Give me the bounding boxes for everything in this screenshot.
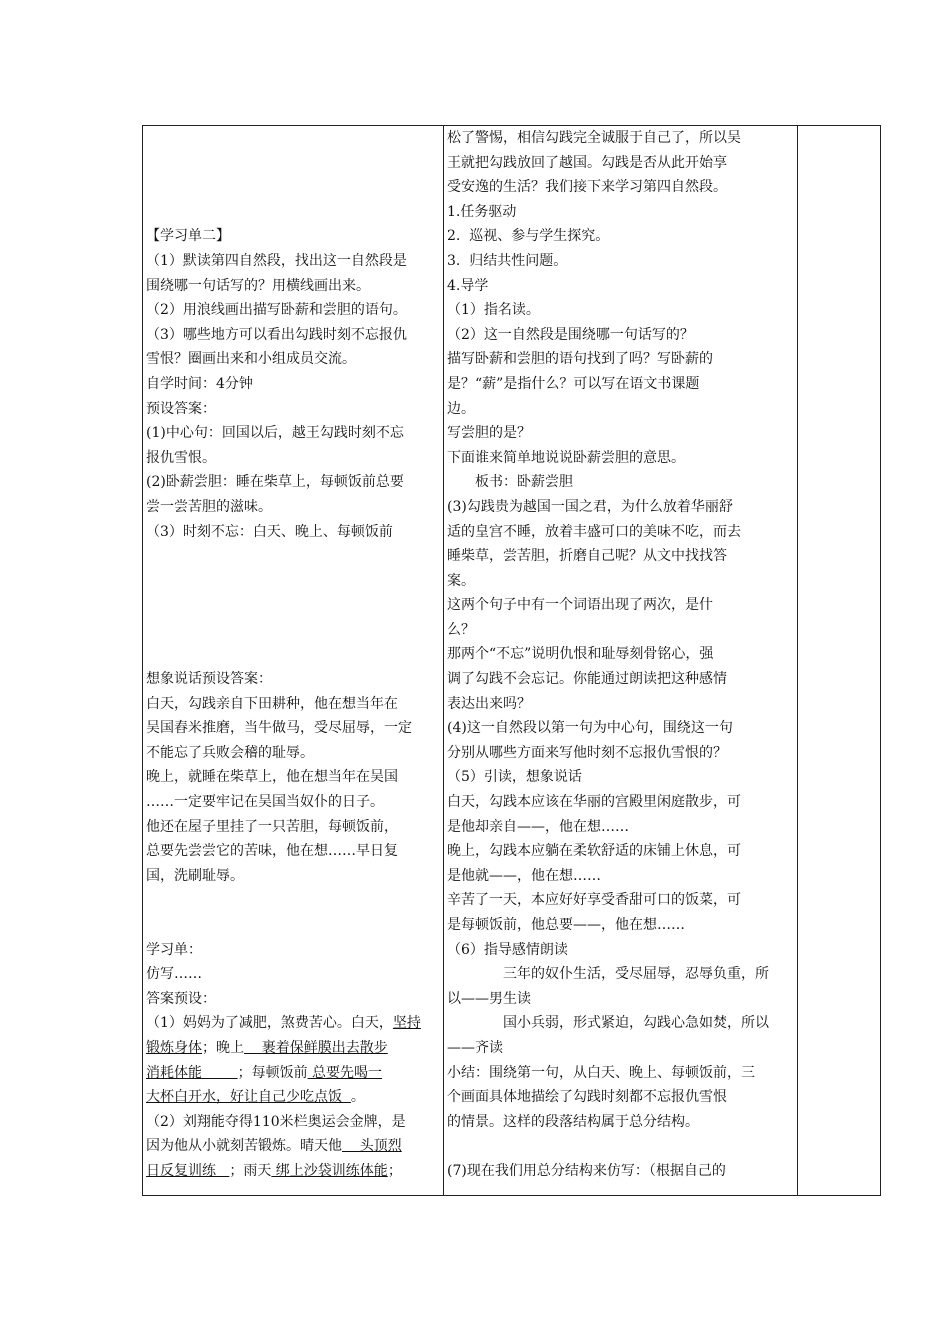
fill-answer: 消耗体能 <box>146 1064 238 1081</box>
step-line: 4.导学 <box>447 277 489 294</box>
question-line: (3)勾践贵为越国一国之君，为什么放着华丽舒 <box>447 498 733 515</box>
preset-line: （3）时刻不忘：白天、晚上、每顿饭前 <box>146 523 393 540</box>
question-line: 么？ <box>447 621 475 638</box>
question-line: 适的皇宫不睡，放着丰盛可口的美味不吃，而去 <box>447 523 741 540</box>
fill-answer: 总要先喝一 <box>307 1064 383 1081</box>
exercise-1-line: （1）妈妈为了减肥，煞费苦心。白天，坚持 <box>146 1015 421 1032</box>
question-7: (7)现在我们用总分结构来仿写：（根据自己的 <box>447 1162 726 1179</box>
summary-line: 个画面具体地描绘了勾践时刻都不忘报仇雪恨 <box>447 1089 727 1106</box>
imagine-line: 晚上，就睡在柴草上，他在想当年在吴国 <box>146 769 398 786</box>
student-activity-column <box>143 126 444 1196</box>
question-line: 这两个句子中有一个词语出现了两次，是什 <box>447 597 713 614</box>
question-line: （5）引读，想象说话 <box>447 769 582 786</box>
imagine-title: 想象说话预设答案： <box>146 671 272 688</box>
exercise-1-line: 消耗体能 ；每顿饭前 总要先喝一 <box>146 1064 383 1081</box>
sheet-title: 学习单： <box>146 941 202 958</box>
preset-line: 报仇雪恨。 <box>146 449 216 466</box>
task-line: 围绕哪一句话写的？用横线画出来。 <box>146 277 370 294</box>
fill-answer: 裹着保鲜膜出去散步 <box>244 1039 388 1056</box>
guide-line: （2）这一自然段是围绕哪一句话写的？ <box>447 326 694 343</box>
notes-column <box>798 126 881 1196</box>
intro-line: 王就把勾践放回了越国。勾践是否从此开始享 <box>447 154 727 171</box>
question-line: 分别从哪些方面来写他时刻不忘报仇雪恨的？ <box>447 744 727 761</box>
fill-answer: 锻炼身体 <box>146 1039 202 1056</box>
question-line: （6）指导感情朗读 <box>447 941 568 958</box>
reading-line: 三年的奴仆生活，受尽屈辱，忍辱负重，所 <box>503 966 769 983</box>
exercise-1-line: 大杯白开水，好让自己少吃点饭 。 <box>146 1089 365 1106</box>
question-line: 白天，勾践本应该在华丽的宫殿里闲庭散步，可 <box>447 794 741 811</box>
reading-line: ——齐读 <box>447 1039 503 1056</box>
study-time: 自学时间：4分钟 <box>146 375 253 392</box>
exercise-2-line: （2）刘翔能夺得110米栏奥运会金牌，是 <box>146 1113 406 1130</box>
question-line: 是他却亲自——，他在想…… <box>447 818 629 835</box>
fill-answer: 大杯白开水，好让自己少吃点饭 <box>146 1089 351 1106</box>
answer-title: 答案预设： <box>146 990 216 1007</box>
question-line: 调了勾践不会忘记。你能通过朗读把这种感情 <box>447 671 727 688</box>
summary-line: 的情景。这样的段落结构属于总分结构。 <box>447 1113 699 1130</box>
guide-line: 边。 <box>447 400 475 417</box>
guide-line: 写尝胆的是？ <box>447 425 531 442</box>
question-line: 辛苦了一天，本应好好享受香甜可口的饭菜，可 <box>447 892 741 909</box>
imagine-line: 他还在屋子里挂了一只苦胆，每顿饭前， <box>146 818 398 835</box>
preset-title: 预设答案： <box>146 400 216 417</box>
board-writing: 板书：卧薪尝胆 <box>475 474 573 491</box>
teacher-guidance-column <box>444 126 798 1196</box>
imagine-line: 吴国舂米推磨，当牛做马，受尽屈辱，一定 <box>146 720 412 737</box>
guide-line: 下面谁来简单地说说卧薪尝胆的意思。 <box>447 449 685 466</box>
question-line: 那两个“不忘”说明仇恨和耻辱刻骨铭心，强 <box>447 646 714 663</box>
fill-answer: 日反复训练 <box>146 1162 230 1179</box>
imagine-line: ……一定要牢记在吴国当奴仆的日子。 <box>146 794 384 811</box>
fill-answer: 头顶烈 <box>342 1138 402 1155</box>
task-line: （3）哪些地方可以看出勾践时刻不忘报仇 <box>146 326 407 343</box>
imitate-title: 仿写…… <box>146 966 202 983</box>
question-line: 睡柴草，尝苦胆，折磨自己呢？从文中找找答 <box>447 548 727 565</box>
imagine-line: 国，洗刷耻辱。 <box>146 867 244 884</box>
fill-answer: 坚持 <box>392 1015 421 1032</box>
question-line: 表达出来吗？ <box>447 695 531 712</box>
summary-line: 小结：围绕第一句，从白天、晚上、每顿饭前，三 <box>447 1064 755 1081</box>
preset-line: (2)卧薪尝胆：睡在柴草上，每顿饭前总要 <box>146 474 404 491</box>
guide-line: 描写卧薪和尝胆的语句找到了吗？写卧薪的 <box>447 351 713 368</box>
reading-line: 国小兵弱，形式紧迫，勾践心急如焚，所以 <box>503 1015 769 1032</box>
guide-line: （1）指名读。 <box>447 302 540 319</box>
exercise-2-line: 日反复训练 ；雨天 绑上沙袋训练体能； <box>146 1162 402 1179</box>
question-line: 案。 <box>447 572 475 589</box>
lesson-plan-table <box>142 125 881 1196</box>
intro-line: 受安逸的生活？我们接下来学习第四自然段。 <box>447 179 727 196</box>
reading-line: 以——男生读 <box>447 990 531 1007</box>
imagine-line: 白天，勾践亲自下田耕种，他在想当年在 <box>146 695 398 712</box>
preset-line: (1)中心句：回国以后，越王勾践时刻不忘 <box>146 425 404 442</box>
question-line: 晚上，勾践本应躺在柔软舒适的床铺上休息，可 <box>447 843 741 860</box>
task-line: （1）默读第四自然段，找出这一自然段是 <box>146 252 407 269</box>
step-line: 1.任务驱动 <box>447 203 517 220</box>
question-line: 是每顿饭前，他总要——，他在想…… <box>447 917 685 933</box>
intro-line: 松了警惕，相信勾践完全诚服于自己了，所以吴 <box>447 130 741 146</box>
imagine-line: 不能忘了兵败会稽的耻辱。 <box>146 744 314 761</box>
task-line: 雪恨？圈画出来和小组成员交流。 <box>146 351 356 368</box>
question-line: (4)这一自然段以第一句为中心句，围绕这一句 <box>447 720 733 737</box>
question-line: 是他就——，他在想…… <box>447 867 601 884</box>
step-line: 2. 巡视、参与学生探究。 <box>447 228 610 245</box>
exercise-2-line: 因为他从小就刻苦锻炼。晴天他 头顶烈 <box>146 1138 402 1155</box>
guide-line: 是？“薪”是指什么？可以写在语文书课题 <box>447 375 700 392</box>
step-line: 3. 归结共性问题。 <box>447 252 568 269</box>
exercise-1-line: 锻炼身体；晚上 裹着保鲜膜出去散步 <box>146 1039 388 1056</box>
imagine-line: 总要先尝尝它的苦味，他在想……早日复 <box>146 843 398 860</box>
task-line: （2）用浪线画出描写卧薪和尝胆的语句。 <box>146 302 407 319</box>
fill-answer: 绑上沙袋训练体能 <box>271 1162 388 1179</box>
section-title: 【学习单二】 <box>146 228 230 245</box>
preset-line: 尝一尝苦胆的滋味。 <box>146 498 272 515</box>
